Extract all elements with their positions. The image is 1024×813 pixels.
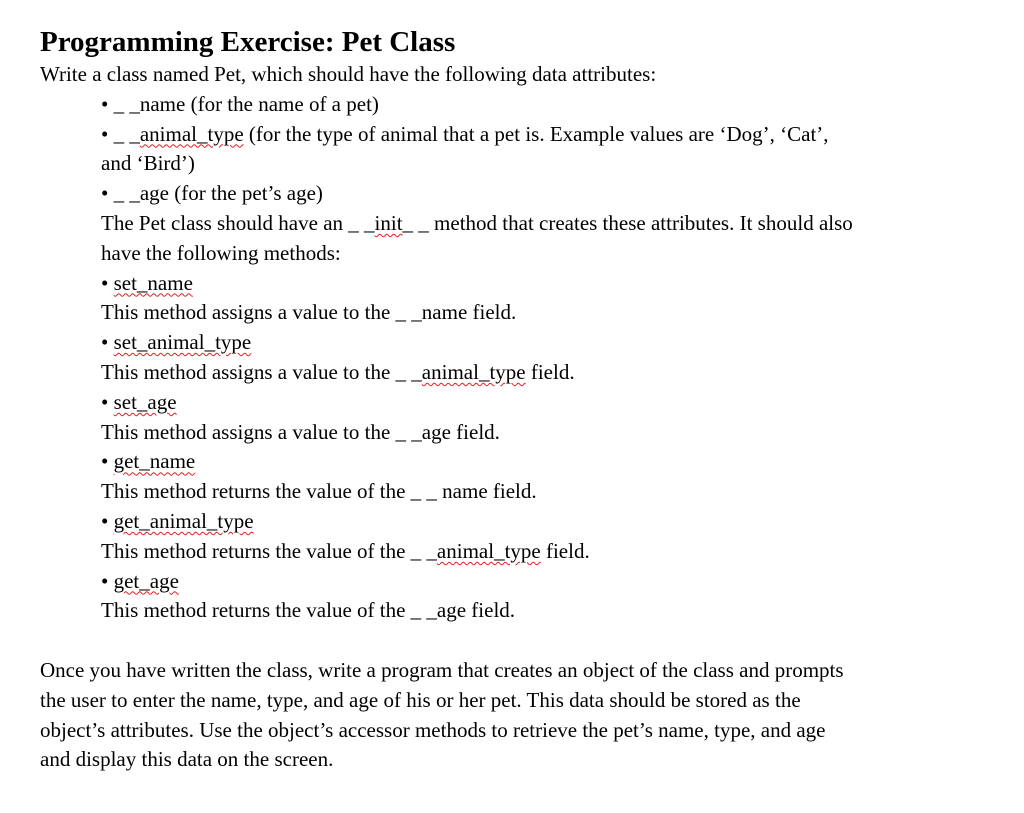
text-line [40,447,1000,477]
text-segment: • _ _age (for the pet’s age) [101,181,323,206]
text-line [40,209,1000,239]
spellcheck-flagged-word: set_animal_type [113,330,252,355]
text-segment: • _ _name (for the name of a pet) [101,91,379,116]
text-line [40,388,1000,418]
spellcheck-flagged-word: set_age [113,389,177,414]
text-segment: • [101,270,114,295]
text-line [40,120,1000,150]
text-segment: field. [540,538,590,563]
text-segment: (for the type of animal that a pet is. Example values are ‘Dog’, ‘Cat’, [243,121,829,146]
spellcheck-flagged-word: animal_type [139,121,244,146]
text-segment: This method returns the value of the _ _ name field. [101,479,537,504]
text-line [40,596,1000,626]
spellcheck-flagged-word: get_animal_type [113,508,254,533]
text-segment: Once you have written the class, write a program that creates an object of the class and prompts [40,657,844,682]
text-segment: • [101,508,114,533]
text-line [40,537,1000,567]
text-line [40,90,1000,120]
text-line [40,686,1000,716]
text-segment: Write a class named Pet, which should have the following data attributes: [40,62,657,86]
text-line [40,60,1000,90]
page-title: Programming Exercise: Pet Class [40,26,456,58]
text-segment: • [101,449,114,474]
text-segment: the user to enter the name, type, and age of his or her pet. This data should be stored as the [40,687,801,712]
spellcheck-flagged-word: animal_type [436,538,541,563]
spellcheck-flagged-word: set_name [113,270,193,295]
text-segment: • [101,330,114,355]
text-segment: The Pet class should have an _ _ [101,210,375,235]
text-segment: have the following methods: [101,240,341,265]
text-segment: field. [525,359,575,384]
text-line [40,716,1000,746]
text-segment: _ _ method that creates these attributes. It should also [402,210,853,235]
text-line [40,656,1000,686]
text-line [40,567,1000,597]
text-segment: This method returns the value of the _ _ [101,538,437,563]
text-line [40,745,1000,775]
text-segment: This method assigns a value to the _ _name field. [101,300,517,325]
text-line [40,328,1000,358]
text-segment: This method assigns a value to the _ _age field. [101,419,500,444]
spellcheck-flagged-word: get_age [113,568,179,593]
text-line [40,358,1000,388]
text-segment: This method returns the value of the _ _age field. [101,598,516,623]
text-line [40,149,1000,179]
text-line [40,179,1000,209]
spellcheck-flagged-word: init [374,210,403,235]
text-segment: and ‘Bird’) [101,151,195,176]
text-segment: • [101,568,114,593]
text-line [40,298,1000,328]
text-segment: • [101,389,114,414]
text-line [40,418,1000,448]
text-segment: This method assigns a value to the _ _ [101,359,422,384]
text-line [40,477,1000,507]
text-segment: • _ _ [101,121,140,146]
spellcheck-flagged-word: animal_type [421,359,526,384]
text-segment: and display this data on the screen. [40,747,334,772]
blank-line [40,626,1000,656]
document-body [40,60,1000,775]
text-segment: object’s attributes. Use the object’s accessor methods to retrieve the pet’s name, type, and age [40,717,826,742]
text-line [40,269,1000,299]
text-line [40,507,1000,537]
text-line [40,239,1000,269]
spellcheck-flagged-word: get_name [113,449,196,474]
